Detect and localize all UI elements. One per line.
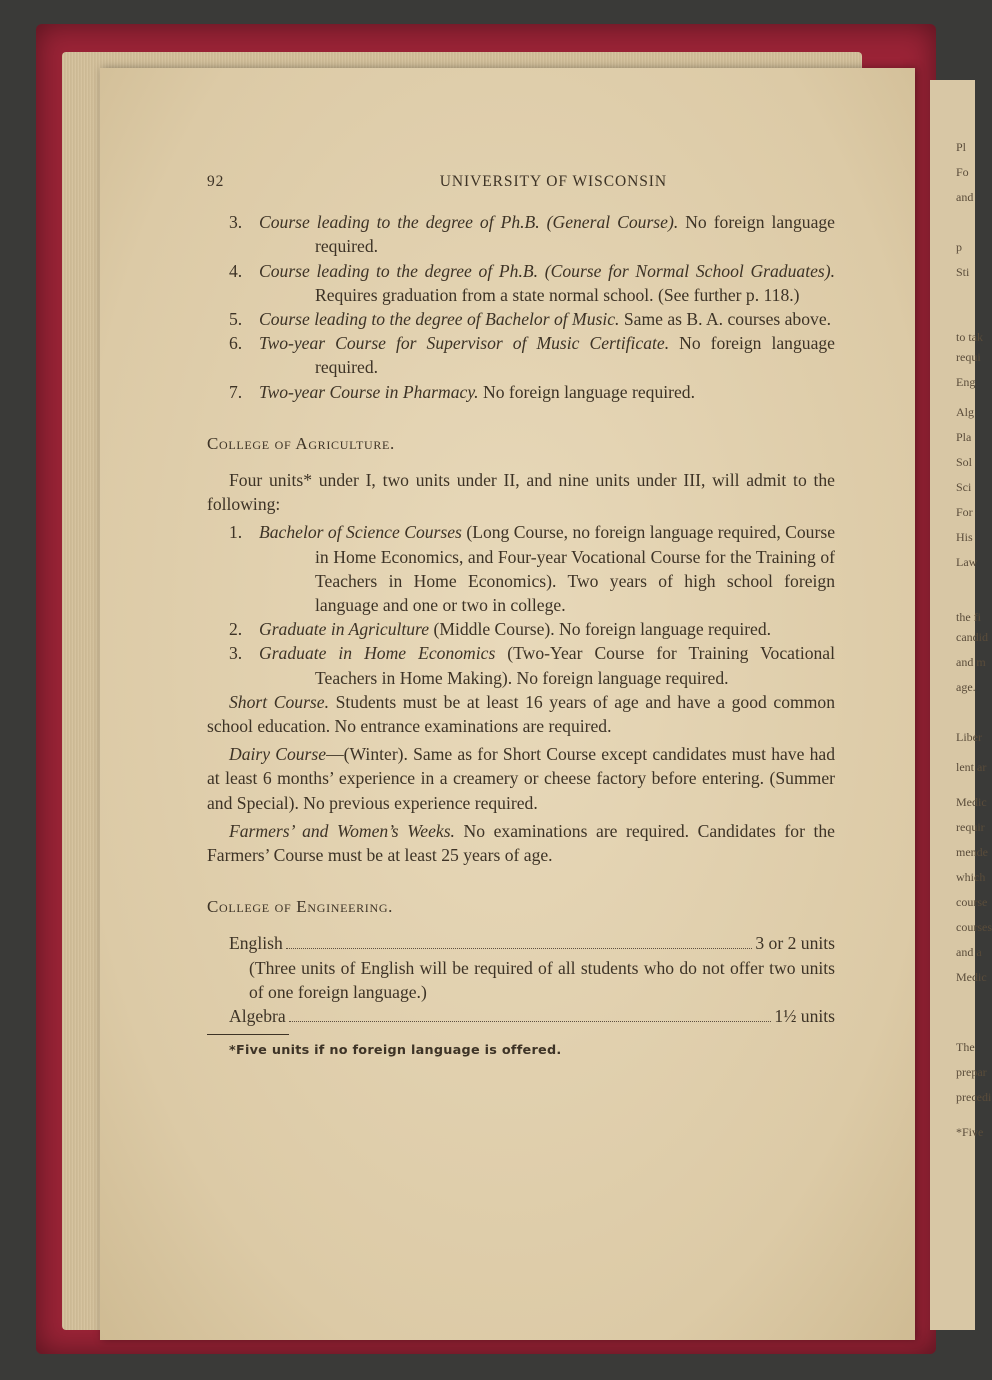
next-page-fragment: Sci — [956, 480, 972, 494]
list-item: 3. Course leading to the degree of Ph.B. (General Course). No foreign language required. — [229, 212, 835, 257]
next-page-fragment: Fo — [956, 165, 969, 179]
next-page-fragment: Law — [956, 555, 978, 569]
running-header — [207, 170, 835, 194]
next-page-fragment: and a — [956, 945, 982, 959]
list-item: 4. Course leading to the degree of Ph.B. (Course for Normal School Graduates). Requires graduation from a state normal school. (See further p. 118.) — [229, 260, 835, 305]
next-page-fragment: and m — [956, 655, 986, 669]
next-page-fragment: prepar — [956, 1065, 987, 1079]
next-page-fragment: requir — [956, 820, 985, 834]
dot-leader — [289, 1021, 772, 1022]
next-page-fragment: Liber — [956, 730, 982, 744]
dot-leader — [286, 948, 753, 949]
list-item: 6. Two-year Course for Supervisor of Music Certificate. No foreign language required. — [229, 333, 835, 378]
engineering-heading: College of Engineering. — [207, 897, 394, 917]
next-page-fragment: Eng — [956, 375, 976, 389]
adjacent-page — [930, 80, 992, 1330]
farmers-weeks-paragraph: Farmers’ and Women’s Weeks. No examinations are required. Candidates for the Farmers’ Course must be at least 25 years of age. — [207, 820, 835, 866]
agriculture-heading: College of Agriculture. — [207, 433, 395, 453]
next-page-fragment: Medic — [956, 795, 987, 809]
page-number: 92 — [207, 173, 225, 190]
english-requirement: English 3 or 2 units — [229, 933, 835, 954]
next-page-fragment: Pl — [956, 140, 967, 154]
next-page-fragment: His — [956, 530, 973, 544]
next-page-fragment: mende — [956, 845, 988, 859]
algebra-requirement: Algebra 1½ units — [229, 1006, 835, 1027]
next-page-fragment: to tak — [956, 330, 983, 344]
next-page-fragment: course — [956, 895, 988, 909]
next-page-fragment: and — [956, 190, 974, 204]
next-page-fragment: *Five — [956, 1125, 984, 1139]
list-item: 5. Course leading to the degree of Bachelor of Music. Same as B. A. courses above. — [229, 309, 832, 330]
next-page-fragment: lent ar — [956, 760, 987, 774]
list-item: 1. Bachelor of Science Courses (Long Course, no foreign language required, Course in Home Economics, and Four-year Vocational Course for the Training of Teachers in Home Economics). Two years of high school foreign language and one or two in college. — [229, 522, 835, 616]
agriculture-intro: Four units* under I, two units under II, and nine units under III, will admit to the following: — [207, 470, 835, 515]
english-note: (Three units of English will be required of all students who do not offer two units of one foreign language.) — [249, 957, 835, 1002]
next-page-fragment: Alg — [956, 405, 974, 419]
next-page-fragment: Sol — [956, 455, 973, 469]
next-page-fragment: For — [956, 505, 973, 519]
next-page-fragment: Pla — [956, 430, 972, 444]
next-page-fragment: courses — [956, 920, 992, 934]
list-item: 3. Graduate in Home Economics (Two-Year Course for Training Vocational Teachers in Home Making). No foreign language required. — [229, 643, 836, 688]
list-item: 7. Two-year Course in Pharmacy. No foreign language required. — [229, 381, 696, 402]
next-page-fragment: precedi — [956, 1090, 992, 1104]
page-content — [207, 170, 835, 1064]
next-page-fragment: which — [956, 870, 986, 884]
footnote-rule — [207, 1034, 289, 1035]
next-page-fragment: Medic — [956, 970, 987, 984]
next-page-fragment: Sti — [956, 265, 970, 279]
degree-course-list — [207, 210, 835, 404]
footnote: *Five units if no foreign language is offered. — [229, 1043, 562, 1059]
next-page-fragment: The — [956, 1040, 975, 1054]
next-page-fragment: requi — [956, 350, 981, 364]
list-item: 2. Graduate in Agriculture (Middle Course). No foreign language required. — [229, 619, 772, 640]
dairy-course-paragraph: Dairy Course—(Winter). Same as for Short Course except candidates must have had at least 6 months’ experience in a creamery or cheese factory before entering. (Summer and Special). No previous experience required. — [207, 744, 835, 813]
next-page-fragment: the fi — [956, 610, 981, 624]
next-page-fragment: age. — [956, 680, 976, 694]
short-course-paragraph: Short Course. Students must be at least 16 years of age and have a good common school education. No entrance examinations are required. — [207, 691, 835, 737]
next-page-fragment: candid — [956, 630, 988, 644]
running-title: UNIVERSITY OF WISCONSIN — [439, 173, 667, 190]
agriculture-course-list — [207, 520, 835, 689]
next-page-fragment: p — [956, 240, 962, 254]
